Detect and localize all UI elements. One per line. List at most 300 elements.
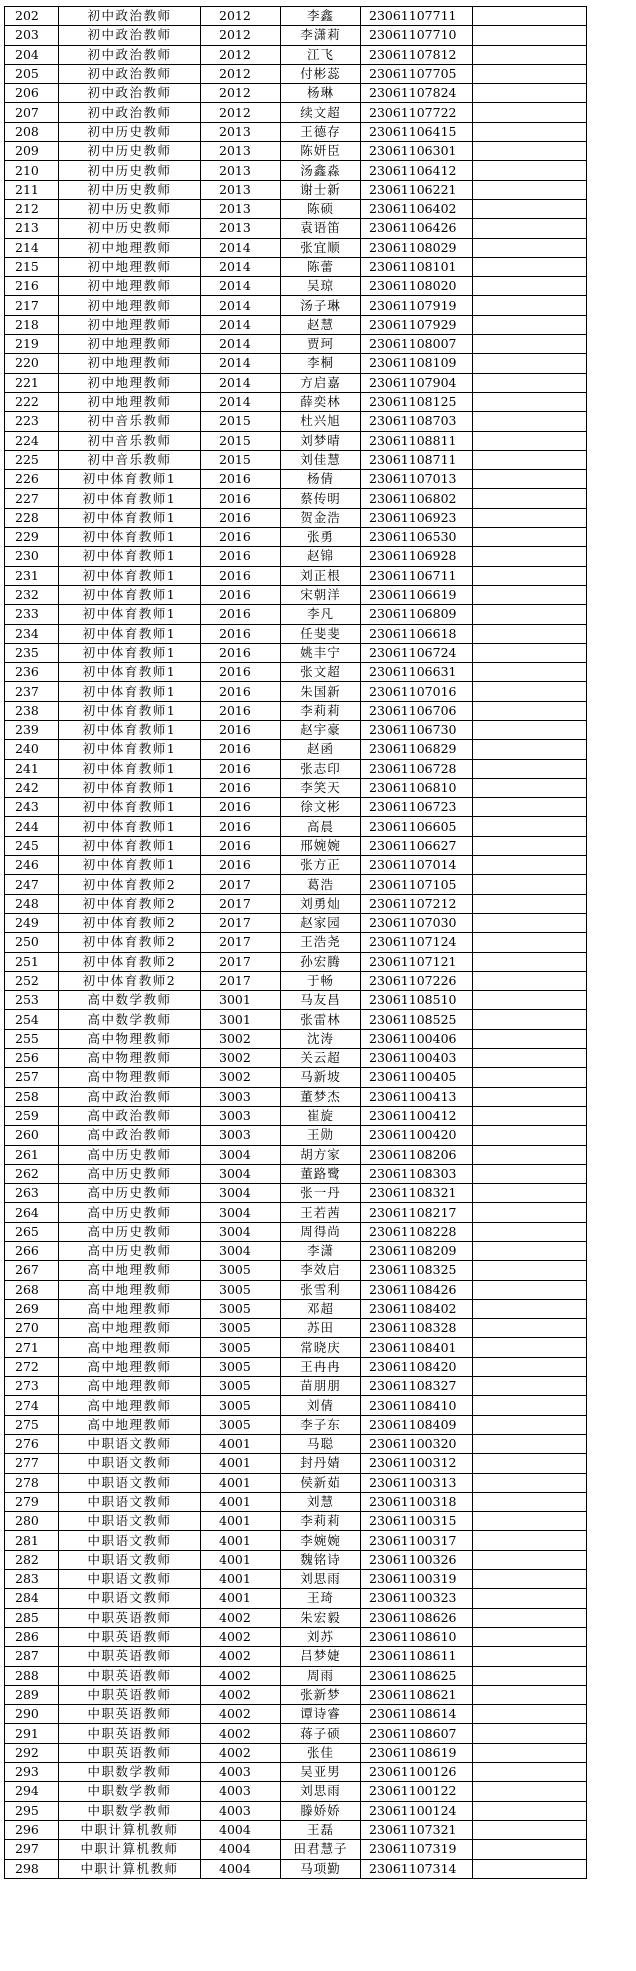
position-name: 初中体育教师1 — [59, 817, 201, 836]
empty-cell — [473, 1299, 587, 1318]
position-code: 4002 — [201, 1666, 281, 1685]
table-row — [5, 277, 587, 296]
ticket-number: 23061100405 — [361, 1068, 473, 1087]
candidate-name: 张佳 — [281, 1743, 361, 1762]
candidate-name: 苗朋朋 — [281, 1377, 361, 1396]
candidate-name: 张志印 — [281, 759, 361, 778]
row-number: 211 — [5, 180, 59, 199]
table-row — [5, 1627, 587, 1646]
ticket-number: 23061106728 — [361, 759, 473, 778]
row-number: 262 — [5, 1164, 59, 1183]
position-name: 中职语文教师 — [59, 1512, 201, 1531]
row-number: 241 — [5, 759, 59, 778]
candidate-name: 关云超 — [281, 1049, 361, 1068]
candidate-name: 陈妍臣 — [281, 142, 361, 161]
position-code: 2014 — [201, 296, 281, 315]
empty-cell — [473, 913, 587, 932]
empty-cell — [473, 720, 587, 739]
row-number: 267 — [5, 1261, 59, 1280]
empty-cell — [473, 257, 587, 276]
position-code: 4002 — [201, 1743, 281, 1762]
position-code: 3003 — [201, 1106, 281, 1125]
ticket-number: 23061108711 — [361, 450, 473, 469]
row-number: 261 — [5, 1145, 59, 1164]
ticket-number: 23061108125 — [361, 392, 473, 411]
position-name: 中职语文教师 — [59, 1473, 201, 1492]
ticket-number: 23061108621 — [361, 1685, 473, 1704]
position-name: 高中历史教师 — [59, 1203, 201, 1222]
table-row — [5, 1647, 587, 1666]
position-name: 初中体育教师1 — [59, 585, 201, 604]
position-code: 4002 — [201, 1705, 281, 1724]
position-code: 4001 — [201, 1550, 281, 1569]
ticket-number: 23061100312 — [361, 1454, 473, 1473]
position-name: 初中体育教师1 — [59, 547, 201, 566]
candidate-name: 汤子琳 — [281, 296, 361, 315]
empty-cell — [473, 412, 587, 431]
table-row — [5, 913, 587, 932]
ticket-number: 23061100315 — [361, 1512, 473, 1531]
candidate-name: 朱国新 — [281, 682, 361, 701]
ticket-number: 23061100124 — [361, 1801, 473, 1820]
position-name: 初中政治教师 — [59, 103, 201, 122]
position-code: 2014 — [201, 373, 281, 392]
ticket-number: 23061108321 — [361, 1184, 473, 1203]
position-name: 初中体育教师1 — [59, 759, 201, 778]
ticket-number: 23061107314 — [361, 1859, 473, 1878]
position-code: 2012 — [201, 26, 281, 45]
ticket-number: 23061106412 — [361, 161, 473, 180]
ticket-number: 23061106802 — [361, 489, 473, 508]
empty-cell — [473, 1029, 587, 1048]
table-row — [5, 1512, 587, 1531]
position-code: 4002 — [201, 1608, 281, 1627]
table-row — [5, 1184, 587, 1203]
position-name: 初中体育教师1 — [59, 508, 201, 527]
position-code: 2016 — [201, 585, 281, 604]
position-code: 4003 — [201, 1763, 281, 1782]
position-code: 2013 — [201, 122, 281, 141]
position-code: 2017 — [201, 952, 281, 971]
row-number: 219 — [5, 335, 59, 354]
candidate-name: 张雪利 — [281, 1280, 361, 1299]
candidate-name: 袁语笛 — [281, 219, 361, 238]
position-code: 3004 — [201, 1242, 281, 1261]
table-row — [5, 701, 587, 720]
empty-cell — [473, 354, 587, 373]
position-name: 初中体育教师1 — [59, 856, 201, 875]
position-code: 3001 — [201, 1010, 281, 1029]
ticket-number: 23061106627 — [361, 836, 473, 855]
table-row — [5, 161, 587, 180]
table-row — [5, 1049, 587, 1068]
ticket-number: 23061108607 — [361, 1724, 473, 1743]
position-code: 2016 — [201, 740, 281, 759]
empty-cell — [473, 1010, 587, 1029]
position-code: 2015 — [201, 450, 281, 469]
position-code: 2016 — [201, 566, 281, 585]
candidate-name: 张文超 — [281, 663, 361, 682]
ticket-number: 23061108209 — [361, 1242, 473, 1261]
table-row — [5, 1087, 587, 1106]
table-row — [5, 1164, 587, 1183]
candidate-name: 刘倩 — [281, 1396, 361, 1415]
table-row — [5, 508, 587, 527]
empty-cell — [473, 894, 587, 913]
position-code: 3004 — [201, 1164, 281, 1183]
row-number: 222 — [5, 392, 59, 411]
table-row — [5, 1666, 587, 1685]
candidate-name: 苏田 — [281, 1319, 361, 1338]
row-number: 289 — [5, 1685, 59, 1704]
candidate-name: 王琦 — [281, 1589, 361, 1608]
candidate-name: 崔旋 — [281, 1106, 361, 1125]
position-name: 高中地理教师 — [59, 1299, 201, 1318]
position-name: 初中政治教师 — [59, 84, 201, 103]
table-row — [5, 1357, 587, 1376]
empty-cell — [473, 315, 587, 334]
ticket-number: 23061108611 — [361, 1647, 473, 1666]
ticket-number: 23061108327 — [361, 1377, 473, 1396]
ticket-number: 23061108101 — [361, 257, 473, 276]
position-code: 2012 — [201, 7, 281, 26]
position-name: 初中体育教师1 — [59, 624, 201, 643]
empty-cell — [473, 1242, 587, 1261]
ticket-number: 23061108228 — [361, 1222, 473, 1241]
position-name: 高中地理教师 — [59, 1415, 201, 1434]
position-code: 4004 — [201, 1840, 281, 1859]
position-code: 3005 — [201, 1261, 281, 1280]
table-row — [5, 817, 587, 836]
ticket-number: 23061107013 — [361, 470, 473, 489]
empty-cell — [473, 1647, 587, 1666]
table-row — [5, 1029, 587, 1048]
position-name: 初中体育教师1 — [59, 682, 201, 701]
position-name: 初中体育教师2 — [59, 933, 201, 952]
position-name: 高中物理教师 — [59, 1049, 201, 1068]
position-code: 2012 — [201, 103, 281, 122]
candidate-name: 吴亚男 — [281, 1763, 361, 1782]
table-row — [5, 84, 587, 103]
ticket-number: 23061107124 — [361, 933, 473, 952]
candidate-name: 胡方家 — [281, 1145, 361, 1164]
table-row — [5, 1454, 587, 1473]
table-row — [5, 450, 587, 469]
table-row — [5, 431, 587, 450]
ticket-number: 23061108420 — [361, 1357, 473, 1376]
table-row — [5, 335, 587, 354]
ticket-number: 23061107812 — [361, 45, 473, 64]
candidate-name: 王德存 — [281, 122, 361, 141]
ticket-number: 23061107016 — [361, 682, 473, 701]
empty-cell — [473, 1126, 587, 1145]
empty-cell — [473, 508, 587, 527]
candidate-name: 王冉冉 — [281, 1357, 361, 1376]
candidate-name: 张方正 — [281, 856, 361, 875]
position-name: 中职英语教师 — [59, 1627, 201, 1646]
row-number: 242 — [5, 778, 59, 797]
candidate-name: 刘勇灿 — [281, 894, 361, 913]
empty-cell — [473, 450, 587, 469]
position-code: 2016 — [201, 856, 281, 875]
candidate-name: 杨倩 — [281, 470, 361, 489]
candidate-name: 谢士新 — [281, 180, 361, 199]
row-number: 287 — [5, 1647, 59, 1666]
position-name: 中职英语教师 — [59, 1608, 201, 1627]
position-code: 4002 — [201, 1685, 281, 1704]
position-code: 3005 — [201, 1280, 281, 1299]
ticket-number: 23061108811 — [361, 431, 473, 450]
position-code: 3001 — [201, 991, 281, 1010]
row-number: 252 — [5, 971, 59, 990]
position-name: 中职英语教师 — [59, 1743, 201, 1762]
empty-cell — [473, 1531, 587, 1550]
row-number: 280 — [5, 1512, 59, 1531]
ticket-number: 23061106706 — [361, 701, 473, 720]
position-name: 初中体育教师2 — [59, 971, 201, 990]
row-number: 228 — [5, 508, 59, 527]
table-row — [5, 682, 587, 701]
ticket-number: 23061106221 — [361, 180, 473, 199]
row-number: 212 — [5, 199, 59, 218]
ticket-number: 23061108029 — [361, 238, 473, 257]
candidate-name: 李子东 — [281, 1415, 361, 1434]
candidate-name: 常晓庆 — [281, 1338, 361, 1357]
position-code: 2014 — [201, 354, 281, 373]
candidate-name: 张一丹 — [281, 1184, 361, 1203]
candidate-name: 贺金浩 — [281, 508, 361, 527]
table-row — [5, 759, 587, 778]
position-name: 初中地理教师 — [59, 238, 201, 257]
position-code: 4002 — [201, 1627, 281, 1646]
position-code: 2013 — [201, 219, 281, 238]
empty-cell — [473, 64, 587, 83]
row-number: 218 — [5, 315, 59, 334]
position-code: 2012 — [201, 64, 281, 83]
table-row — [5, 1396, 587, 1415]
table-row — [5, 470, 587, 489]
table-row — [5, 238, 587, 257]
position-code: 4004 — [201, 1820, 281, 1839]
table-row — [5, 1743, 587, 1762]
position-name: 高中历史教师 — [59, 1184, 201, 1203]
position-code: 2016 — [201, 836, 281, 855]
empty-cell — [473, 605, 587, 624]
row-number: 281 — [5, 1531, 59, 1550]
ticket-number: 23061107722 — [361, 103, 473, 122]
table-row — [5, 605, 587, 624]
empty-cell — [473, 1049, 587, 1068]
ticket-number: 23061100122 — [361, 1782, 473, 1801]
ticket-number: 23061106724 — [361, 643, 473, 662]
position-name: 中职英语教师 — [59, 1685, 201, 1704]
row-number: 269 — [5, 1299, 59, 1318]
table-row — [5, 199, 587, 218]
position-name: 初中体育教师1 — [59, 566, 201, 585]
ticket-number: 23061106711 — [361, 566, 473, 585]
position-name: 初中体育教师1 — [59, 740, 201, 759]
row-number: 223 — [5, 412, 59, 431]
row-number: 235 — [5, 643, 59, 662]
candidate-name: 张勇 — [281, 528, 361, 547]
candidate-name: 刘思雨 — [281, 1570, 361, 1589]
table-row — [5, 1222, 587, 1241]
candidate-name: 续文超 — [281, 103, 361, 122]
row-number: 217 — [5, 296, 59, 315]
position-name: 中职语文教师 — [59, 1550, 201, 1569]
position-code: 2016 — [201, 663, 281, 682]
ticket-number: 23061106631 — [361, 663, 473, 682]
row-number: 259 — [5, 1106, 59, 1125]
candidate-name: 宋朝洋 — [281, 585, 361, 604]
row-number: 230 — [5, 547, 59, 566]
position-name: 初中体育教师1 — [59, 489, 201, 508]
position-name: 中职计算机教师 — [59, 1840, 201, 1859]
ticket-number: 23061107321 — [361, 1820, 473, 1839]
empty-cell — [473, 1087, 587, 1106]
position-name: 初中体育教师1 — [59, 663, 201, 682]
ticket-number: 23061106301 — [361, 142, 473, 161]
empty-cell — [473, 142, 587, 161]
candidate-name: 王勋 — [281, 1126, 361, 1145]
row-number: 249 — [5, 913, 59, 932]
table-row — [5, 624, 587, 643]
table-row — [5, 1859, 587, 1878]
table-row — [5, 1145, 587, 1164]
position-code: 4001 — [201, 1570, 281, 1589]
candidate-name: 周得尚 — [281, 1222, 361, 1241]
candidate-name: 马项勤 — [281, 1859, 361, 1878]
position-name: 初中地理教师 — [59, 277, 201, 296]
candidate-name: 李鑫 — [281, 7, 361, 26]
table-row — [5, 1589, 587, 1608]
position-name: 初中历史教师 — [59, 199, 201, 218]
position-code: 3004 — [201, 1184, 281, 1203]
table-row — [5, 1782, 587, 1801]
position-code: 2014 — [201, 277, 281, 296]
empty-cell — [473, 103, 587, 122]
empty-cell — [473, 798, 587, 817]
ticket-number: 23061100317 — [361, 1531, 473, 1550]
row-number: 290 — [5, 1705, 59, 1724]
table-row — [5, 1492, 587, 1511]
candidate-name: 刘慧 — [281, 1492, 361, 1511]
ticket-number: 23061107710 — [361, 26, 473, 45]
empty-cell — [473, 991, 587, 1010]
position-code: 3003 — [201, 1087, 281, 1106]
ticket-number: 23061107212 — [361, 894, 473, 913]
table-row — [5, 778, 587, 797]
empty-cell — [473, 1319, 587, 1338]
position-code: 2017 — [201, 894, 281, 913]
candidate-name: 吕梦婕 — [281, 1647, 361, 1666]
candidate-name: 李莉莉 — [281, 1512, 361, 1531]
empty-cell — [473, 219, 587, 238]
empty-cell — [473, 566, 587, 585]
table-row — [5, 1106, 587, 1125]
empty-cell — [473, 528, 587, 547]
row-number: 245 — [5, 836, 59, 855]
row-number: 240 — [5, 740, 59, 759]
empty-cell — [473, 624, 587, 643]
table-row — [5, 933, 587, 952]
ticket-number: 23061100326 — [361, 1550, 473, 1569]
position-code: 4003 — [201, 1782, 281, 1801]
position-code: 2014 — [201, 238, 281, 257]
empty-cell — [473, 663, 587, 682]
ticket-number: 23061106619 — [361, 585, 473, 604]
table-row — [5, 991, 587, 1010]
position-code: 3005 — [201, 1319, 281, 1338]
position-name: 中职英语教师 — [59, 1647, 201, 1666]
row-number: 226 — [5, 470, 59, 489]
table-row — [5, 971, 587, 990]
row-number: 278 — [5, 1473, 59, 1492]
candidate-name: 周雨 — [281, 1666, 361, 1685]
empty-cell — [473, 1685, 587, 1704]
ticket-number: 23061107929 — [361, 315, 473, 334]
row-number: 229 — [5, 528, 59, 547]
table-row — [5, 1010, 587, 1029]
position-name: 初中地理教师 — [59, 257, 201, 276]
position-name: 初中体育教师1 — [59, 778, 201, 797]
empty-cell — [473, 933, 587, 952]
ticket-number: 23061108619 — [361, 1743, 473, 1762]
ticket-number: 23061106730 — [361, 720, 473, 739]
empty-cell — [473, 1145, 587, 1164]
row-number: 266 — [5, 1242, 59, 1261]
row-number: 205 — [5, 64, 59, 83]
empty-cell — [473, 1570, 587, 1589]
ticket-number: 23061107705 — [361, 64, 473, 83]
empty-cell — [473, 431, 587, 450]
row-number: 296 — [5, 1820, 59, 1839]
row-number: 248 — [5, 894, 59, 913]
position-code: 2017 — [201, 971, 281, 990]
row-number: 283 — [5, 1570, 59, 1589]
ticket-number: 23061106618 — [361, 624, 473, 643]
candidate-name: 付彬蕊 — [281, 64, 361, 83]
position-name: 高中政治教师 — [59, 1126, 201, 1145]
ticket-number: 23061106809 — [361, 605, 473, 624]
table-row — [5, 720, 587, 739]
candidate-name: 封丹婧 — [281, 1454, 361, 1473]
position-code: 3005 — [201, 1415, 281, 1434]
table-row — [5, 894, 587, 913]
ticket-number: 23061107105 — [361, 875, 473, 894]
candidate-name: 邢婉婉 — [281, 836, 361, 855]
candidate-name: 徐文彬 — [281, 798, 361, 817]
row-number: 216 — [5, 277, 59, 296]
table-row — [5, 1550, 587, 1569]
ticket-number: 23061107319 — [361, 1840, 473, 1859]
position-code: 3005 — [201, 1357, 281, 1376]
position-name: 初中政治教师 — [59, 45, 201, 64]
table-row — [5, 1261, 587, 1280]
row-number: 220 — [5, 354, 59, 373]
position-name: 中职数学教师 — [59, 1782, 201, 1801]
position-code: 2014 — [201, 392, 281, 411]
position-name: 中职语文教师 — [59, 1589, 201, 1608]
empty-cell — [473, 1357, 587, 1376]
empty-cell — [473, 1801, 587, 1820]
candidate-name: 薛奕林 — [281, 392, 361, 411]
table-row — [5, 219, 587, 238]
position-name: 初中体育教师1 — [59, 798, 201, 817]
table-row — [5, 1068, 587, 1087]
table-row — [5, 1126, 587, 1145]
table-row — [5, 1570, 587, 1589]
